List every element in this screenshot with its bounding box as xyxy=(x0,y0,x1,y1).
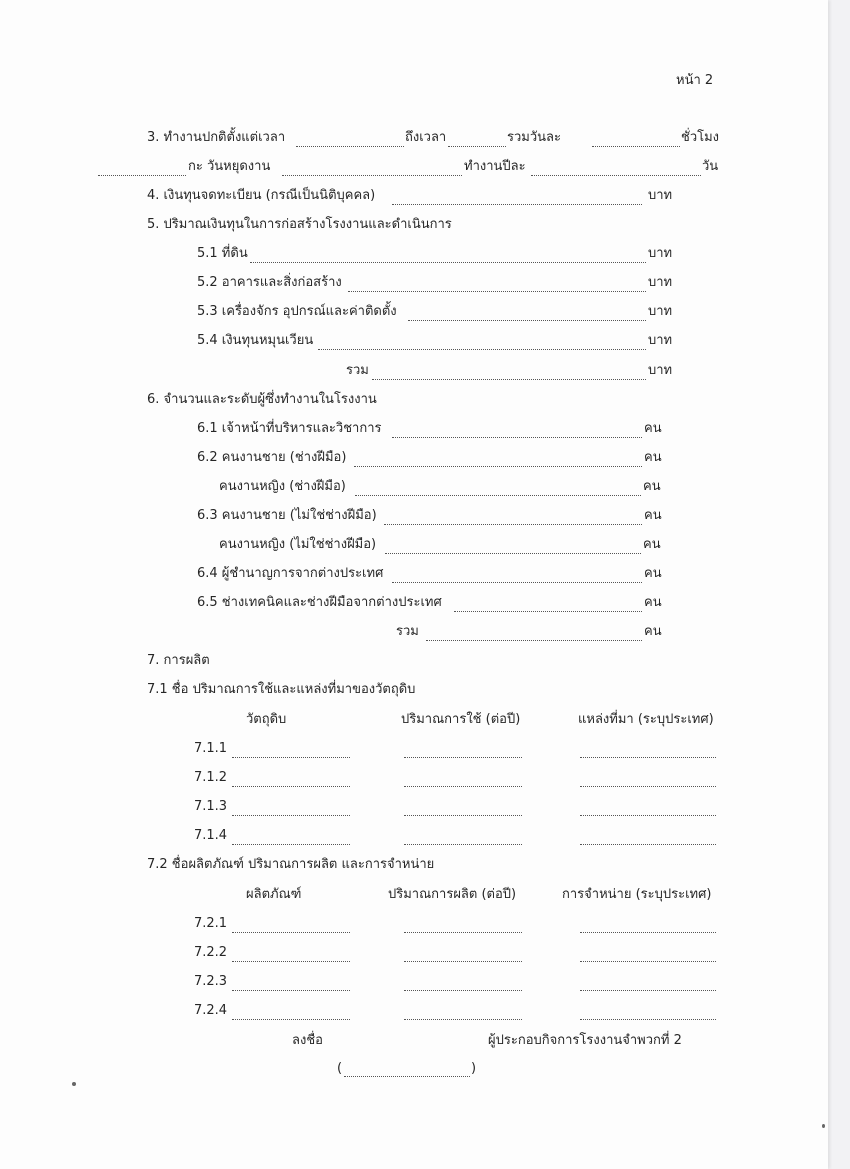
s5-total-label: รวม xyxy=(346,363,369,378)
s5-item-unit: บาท xyxy=(648,275,673,290)
signature-label: ลงชื่อ xyxy=(292,1033,323,1048)
s71-material-field[interactable] xyxy=(232,844,350,845)
s3-per-day-label: รวมวันละ xyxy=(507,130,561,145)
page-number: หน้า 2 xyxy=(676,73,714,88)
s72-production-field[interactable] xyxy=(404,932,522,933)
s5-item-unit: บาท xyxy=(648,304,673,319)
scan-speck xyxy=(822,1124,825,1128)
s3-hours-field[interactable] xyxy=(592,146,680,147)
s5-item-unit: บาท xyxy=(648,246,673,261)
scan-speck xyxy=(72,1082,76,1086)
s6-item-label: 6.2 คนงานชาย (ช่างฝีมือ) xyxy=(197,450,347,465)
s5-land-field[interactable] xyxy=(250,262,646,263)
s6-item-label: 6.1 เจ้าหน้าที่บริหารและวิชาการ xyxy=(197,421,382,436)
s5-working-capital-field[interactable] xyxy=(318,349,646,350)
s5-item-label: 5.3 เครื่องจักร อุปกรณ์และค่าติดตั้ง xyxy=(197,304,397,319)
s6-item-label: คนงานหญิง (ไม่ใช่ช่างฝีมือ) xyxy=(219,537,377,552)
signature-name-field[interactable] xyxy=(344,1076,470,1077)
s72-distribution-field[interactable] xyxy=(580,990,716,991)
s4-unit: บาท xyxy=(648,188,673,203)
s3-end-time-field[interactable] xyxy=(448,146,506,147)
s71-source-field[interactable] xyxy=(580,757,716,758)
s3-holiday-label: กะ วันหยุดงาน xyxy=(188,159,271,174)
s71-row-number: 7.1.1 xyxy=(194,741,228,756)
s72-distribution-field[interactable] xyxy=(580,1019,716,1020)
s71-row-number: 7.1.3 xyxy=(194,799,228,814)
s6-male-unskilled-field[interactable] xyxy=(384,524,642,525)
s6-total-label: รวม xyxy=(396,624,419,639)
s6-foreign-technician-field[interactable] xyxy=(454,611,642,612)
s6-female-skilled-field[interactable] xyxy=(355,495,641,496)
s6-item-label: 6.5 ช่างเทคนิคและช่างฝีมือจากต่างประเทศ xyxy=(197,595,442,610)
s72-col-distribution: การจำหน่าย (ระบุประเทศ) xyxy=(562,887,712,902)
s3-holiday-field[interactable] xyxy=(282,175,462,176)
s3-hours-unit: ชั่วโมง xyxy=(681,130,720,145)
s3-work-days-field[interactable] xyxy=(531,175,701,176)
s6-item-unit: คน xyxy=(644,421,662,436)
s6-item-unit: คน xyxy=(643,479,661,494)
s71-col-material: วัตถุดิบ xyxy=(246,712,287,727)
signature-close-paren: ) xyxy=(471,1061,477,1076)
s6-heading: 6. จำนวนและระดับผู้ซึ่งทำงานในโรงงาน xyxy=(147,392,377,407)
s6-item-unit: คน xyxy=(644,595,662,610)
s5-machinery-field[interactable] xyxy=(408,320,646,321)
s71-quantity-field[interactable] xyxy=(404,844,522,845)
s71-quantity-field[interactable] xyxy=(404,786,522,787)
s72-col-production: ปริมาณการผลิต (ต่อปี) xyxy=(388,887,517,902)
s6-item-unit: คน xyxy=(644,508,662,523)
s72-row-number: 7.2.4 xyxy=(194,1003,228,1018)
s71-material-field[interactable] xyxy=(232,757,350,758)
s3-to-time-label: ถึงเวลา xyxy=(405,130,447,145)
s5-total-unit: บาท xyxy=(648,363,673,378)
s3-days-unit: วัน xyxy=(702,159,719,174)
s6-item-unit: คน xyxy=(644,450,662,465)
s5-item-label: 5.2 อาคารและสิ่งก่อสร้าง xyxy=(197,275,342,290)
s7-heading: 7. การผลิต xyxy=(147,653,210,668)
s5-item-unit: บาท xyxy=(648,333,673,348)
s71-quantity-field[interactable] xyxy=(404,815,522,816)
s71-row-number: 7.1.2 xyxy=(194,770,228,785)
s71-material-field[interactable] xyxy=(232,786,350,787)
s6-female-unskilled-field[interactable] xyxy=(385,553,641,554)
s72-product-field[interactable] xyxy=(232,1019,350,1020)
s6-admin-staff-field[interactable] xyxy=(392,437,642,438)
s6-item-label: 6.3 คนงานชาย (ไม่ใช่ช่างฝีมือ) xyxy=(197,508,377,523)
s3-shifts-field[interactable] xyxy=(98,175,186,176)
s71-col-quantity: ปริมาณการใช้ (ต่อปี) xyxy=(401,712,521,727)
signature-role: ผู้ประกอบกิจการโรงงานจำพวกที่ 2 xyxy=(488,1033,682,1048)
s72-distribution-field[interactable] xyxy=(580,961,716,962)
s72-col-product: ผลิตภัณฑ์ xyxy=(246,887,302,902)
s71-source-field[interactable] xyxy=(580,844,716,845)
s6-foreign-expert-field[interactable] xyxy=(392,582,642,583)
signature-open-paren: ( xyxy=(337,1061,343,1076)
s72-production-field[interactable] xyxy=(404,990,522,991)
s5-building-field[interactable] xyxy=(348,291,646,292)
s72-distribution-field[interactable] xyxy=(580,932,716,933)
s6-total-unit: คน xyxy=(644,624,662,639)
s71-quantity-field[interactable] xyxy=(404,757,522,758)
s3-work-start-label: 3. ทำงานปกติตั้งแต่เวลา xyxy=(147,130,286,145)
s5-heading: 5. ปริมาณเงินทุนในการก่อสร้างโรงงานและดำเนินการ xyxy=(147,217,452,232)
s72-product-field[interactable] xyxy=(232,990,350,991)
s72-row-number: 7.2.1 xyxy=(194,916,228,931)
s72-row-number: 7.2.2 xyxy=(194,945,228,960)
s4-capital-field[interactable] xyxy=(392,204,642,205)
s72-production-field[interactable] xyxy=(404,1019,522,1020)
s71-heading: 7.1 ชื่อ ปริมาณการใช้และแหล่งที่มาของวัตถุดิบ xyxy=(147,682,416,697)
s71-row-number: 7.1.4 xyxy=(194,828,228,843)
s71-source-field[interactable] xyxy=(580,786,716,787)
s3-work-days-label: ทำงานปีละ xyxy=(464,159,526,174)
s72-production-field[interactable] xyxy=(404,961,522,962)
s6-item-unit: คน xyxy=(643,537,661,552)
s72-row-number: 7.2.3 xyxy=(194,974,228,989)
s6-item-label: 6.4 ผู้ชำนาญการจากต่างประเทศ xyxy=(197,566,384,581)
s6-total-field[interactable] xyxy=(426,640,642,641)
s6-item-unit: คน xyxy=(644,566,662,581)
s5-item-label: 5.4 เงินทุนหมุนเวียน xyxy=(197,333,314,348)
s5-total-field[interactable] xyxy=(372,379,646,380)
s71-material-field[interactable] xyxy=(232,815,350,816)
s6-item-label: คนงานหญิง (ช่างฝีมือ) xyxy=(219,479,346,494)
s3-start-time-field[interactable] xyxy=(296,146,404,147)
s72-product-field[interactable] xyxy=(232,961,350,962)
s5-item-label: 5.1 ที่ดิน xyxy=(197,246,248,261)
s71-source-field[interactable] xyxy=(580,815,716,816)
s4-capital-label: 4. เงินทุนจดทะเบียน (กรณีเป็นนิติบุคคล) xyxy=(147,188,376,203)
s71-col-source: แหล่งที่มา (ระบุประเทศ) xyxy=(578,712,714,727)
s6-male-skilled-field[interactable] xyxy=(354,466,642,467)
s72-product-field[interactable] xyxy=(232,932,350,933)
s72-heading: 7.2 ชื่อผลิตภัณฑ์ ปริมาณการผลิต และการจำหน่าย xyxy=(147,857,435,872)
